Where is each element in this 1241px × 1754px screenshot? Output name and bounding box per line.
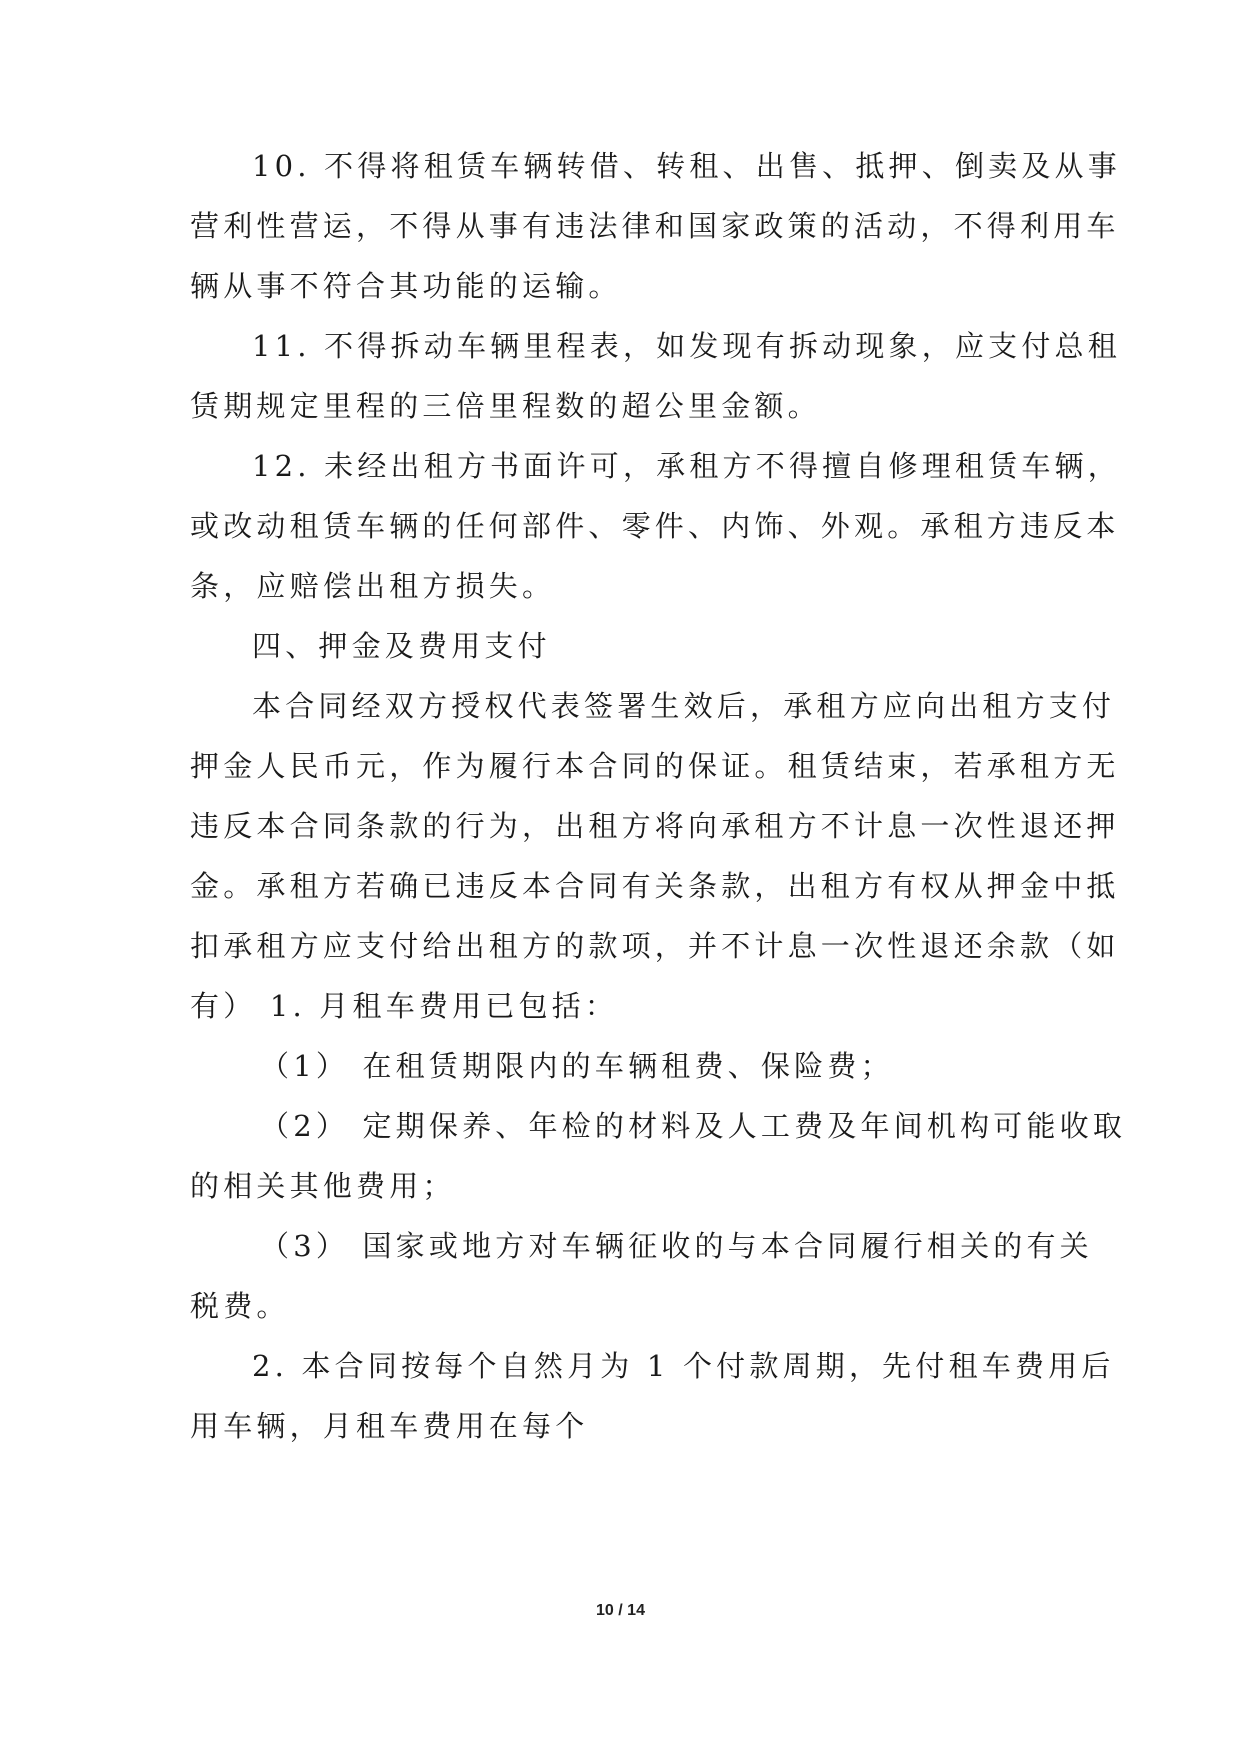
text-line: 违反本合同条款的行为，出租方将向承租方不计息一次性退还押 — [190, 809, 1120, 843]
text-line: 的相关其他费用； — [190, 1169, 456, 1203]
text-line: 赁期规定里程的三倍里程数的超公里金额。 — [190, 389, 821, 423]
text-line: 营利性营运，不得从事有违法律和国家政策的活动，不得利用车 — [190, 209, 1120, 243]
text-line: （3） 国家或地方对车辆征收的与本合同履行相关的有关 — [260, 1229, 1093, 1263]
text-line: 辆从事不符合其功能的运输。 — [190, 269, 622, 303]
text-line: 用车辆，月租车费用在每个 — [190, 1409, 589, 1443]
text-line: 11. 不得拆动车辆里程表，如发现有拆动现象，应支付总租 — [252, 329, 1121, 363]
text-line: 本合同经双方授权代表签署生效后，承租方应向出租方支付 — [252, 689, 1116, 723]
text-line: 扣承租方应支付给出租方的款项，并不计息一次性退还余款（如 — [190, 929, 1120, 963]
text-line: 2. 本合同按每个自然月为 1 个付款周期，先付租车费用后 — [252, 1349, 1115, 1383]
text-line: 税费。 — [190, 1289, 290, 1323]
text-line: 有） 1. 月租车费用已包括： — [190, 989, 619, 1023]
page-number: 10 / 14 — [596, 1602, 645, 1619]
section-heading: 四、押金及费用支付 — [252, 629, 551, 663]
text-line: 或改动租赁车辆的任何部件、零件、内饰、外观。承租方违反本 — [190, 509, 1120, 543]
text-line: 10. 不得将租赁车辆转借、转租、出售、抵押、倒卖及从事 — [252, 149, 1121, 183]
text-line: 条，应赔偿出租方损失。 — [190, 569, 556, 603]
text-line: 金。承租方若确已违反本合同有关条款，出租方有权从押金中抵 — [190, 869, 1120, 903]
text-line: 12. 未经出租方书面许可，承租方不得擅自修理租赁车辆， — [252, 449, 1121, 483]
text-line: （2） 定期保养、年检的材料及人工费及年间机构可能收取 — [260, 1109, 1127, 1143]
text-line: （1） 在租赁期限内的车辆租费、保险费； — [260, 1049, 894, 1083]
text-line: 押金人民币元，作为履行本合同的保证。租赁结束，若承租方无 — [190, 749, 1120, 783]
